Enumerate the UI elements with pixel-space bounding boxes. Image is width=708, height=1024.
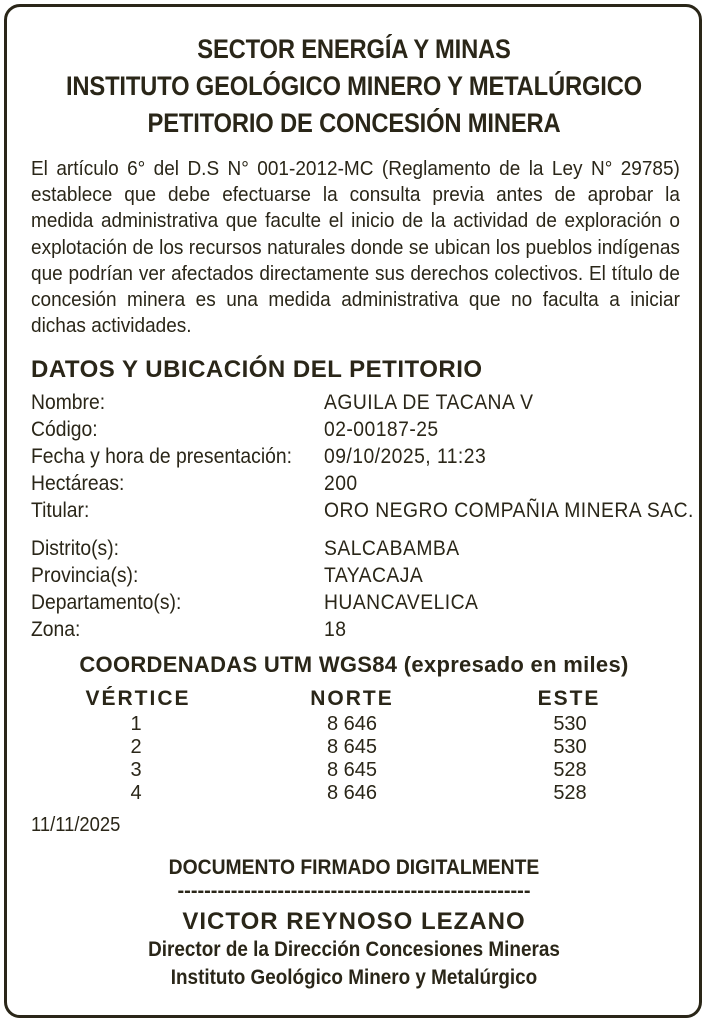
signer-institution: Instituto Geológico Minero y Metalúrgico	[170, 966, 538, 989]
header-institute: INSTITUTO GEOLÓGICO MINERO Y METALÚRGICO	[66, 71, 642, 101]
header-sector: SECTOR ENERGÍA Y MINAS	[197, 34, 511, 64]
este-cell: 530	[553, 713, 587, 735]
signature-line: -----------------------------------------------------	[177, 880, 531, 902]
field-value-distrito: SALCABAMBA	[324, 537, 460, 560]
field-label-zona: Zona:	[31, 618, 81, 641]
field-value-titular: ORO NEGRO COMPAÑIA MINERA SAC.	[324, 499, 694, 522]
field-value-nombre: AGUILA DE TACANA V	[324, 391, 534, 414]
este-cell: 528	[553, 782, 587, 804]
field-value-zona: 18	[324, 618, 347, 641]
field-label-provincia: Provincia(s):	[31, 564, 139, 587]
vertex-cell: 1	[130, 713, 142, 735]
field-label-distrito: Distrito(s):	[31, 537, 120, 560]
field-label-hectareas: Hectáreas:	[31, 472, 125, 495]
coordinates-title: COORDENADAS UTM WGS84 (expresado en miles)	[79, 652, 629, 677]
field-label-fecha: Fecha y hora de presentación:	[31, 445, 292, 468]
field-value-hectareas: 200	[324, 472, 358, 495]
header-document-type: PETITORIO DE CONCESIÓN MINERA	[147, 108, 561, 138]
norte-cell: 8 646	[326, 782, 378, 804]
digital-signature-note: DOCUMENTO FIRMADO DIGITALMENTE	[168, 856, 540, 879]
field-label-departamento: Departamento(s):	[31, 591, 182, 614]
norte-cell: 8 646	[326, 713, 378, 735]
document-date: 11/11/2025	[31, 814, 121, 836]
vertex-cell: 4	[130, 782, 142, 804]
este-cell: 528	[553, 759, 587, 781]
norte-cell: 8 645	[326, 759, 378, 781]
field-value-provincia: TAYACAJA	[324, 564, 424, 587]
vertex-cell: 2	[130, 736, 142, 758]
intro-paragraph: El artículo 6° del D.S N° 001-2012-MC (Reglamento de la Ley N° 29785) establece que debe efectuarse la consulta previa antes de aprobar la medida administrativa que faculte el inicio de la actividad de exploración o explotación de los recursos naturales donde se ubican los pueblos indígenas que podrían ver afectados directamente sus derechos colectivos. El título de concesión minera es una medida administrativa que no faculta a iniciar dichas actividades.	[31, 157, 680, 338]
field-value-departamento: HUANCAVELICA	[324, 591, 479, 614]
section-title: DATOS Y UBICACIÓN DEL PETITORIO	[31, 356, 483, 383]
column-header-norte: NORTE	[310, 687, 394, 710]
field-label-nombre: Nombre:	[31, 391, 106, 414]
column-header-este: ESTE	[537, 687, 601, 710]
field-label-titular: Titular:	[31, 499, 90, 522]
este-cell: 530	[553, 736, 587, 758]
field-value-fecha: 09/10/2025, 11:23	[324, 445, 487, 468]
signer-name: VICTOR REYNOSO LEZANO	[182, 908, 526, 935]
column-header-vertice: VÉRTICE	[85, 687, 191, 710]
signer-role: Director de la Dirección Concesiones Mineras	[148, 938, 560, 961]
field-value-codigo: 02-00187-25	[324, 418, 439, 441]
norte-cell: 8 645	[326, 736, 378, 758]
field-label-codigo: Código:	[31, 418, 98, 441]
vertex-cell: 3	[130, 759, 142, 781]
